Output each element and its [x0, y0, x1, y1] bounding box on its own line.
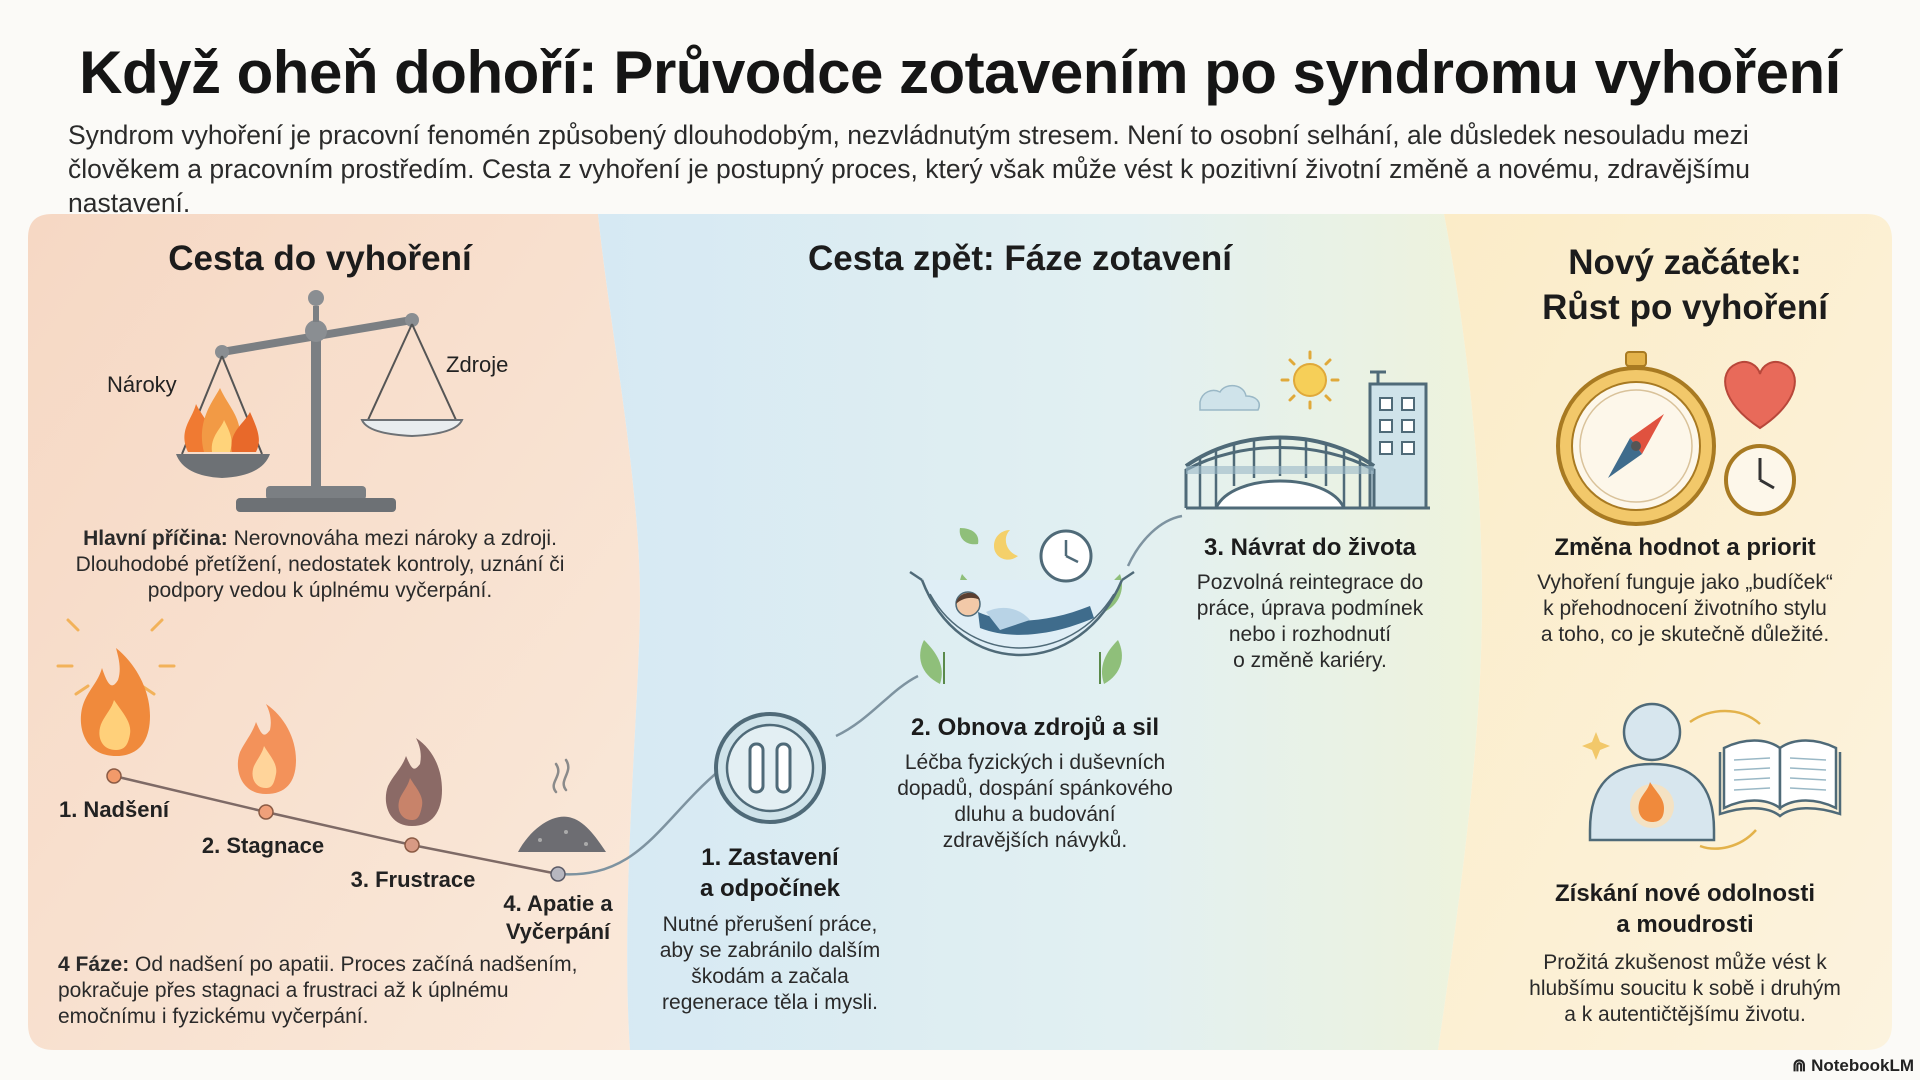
right-heading: [1490, 240, 1880, 330]
step-1-line-3: škodám a začala: [691, 965, 849, 988]
step-2-line-2: dopadů, dospání spánkového: [897, 777, 1173, 800]
phases-line-1: Od nadšení po apatii. Proces začíná nadšením,: [129, 953, 578, 976]
intro-line-2: člověkem a pracovním prostředím. Cesta z vyhoření je postupný proces, který však může vést k pozitivní životní změně a novému, zdravějšímu nastavení.: [68, 154, 1750, 218]
step-3-title: 3. Návrat do života: [1203, 534, 1417, 561]
brand-logo-icon: ⋒: [1792, 1056, 1812, 1075]
stage-4-label: [488, 890, 628, 946]
stage-1-label: 1. Nadšení: [58, 797, 170, 822]
left-heading: Cesta do vyhoření: [168, 239, 472, 278]
middle-heading: Cesta zpět: Fáze zotavení: [808, 239, 1232, 278]
phases-line-3: emočnímu i fyzickému vyčerpání.: [58, 1005, 369, 1028]
step-3-text: [1170, 570, 1450, 674]
values-text: [1500, 570, 1870, 648]
stage-2-label: 2. Stagnace: [201, 833, 325, 858]
values-line-3: a toho, co je skutečně důležité.: [1540, 623, 1830, 646]
step-1-line-4: regenerace těla i mysli.: [662, 991, 878, 1014]
scale-label-demands: Nároky: [107, 372, 177, 397]
resilience-line-2: hlubšímu soucitu k sobě i druhým: [1529, 977, 1841, 1000]
phases-line-2: pokračuje přes stagnaci a frustraci až k úplnému: [58, 979, 509, 1002]
step-1-line-2: aby se zabránilo dalším: [659, 939, 881, 962]
step-1-title-line-2: a odpočínek: [699, 875, 841, 902]
pause-icon: [716, 714, 824, 822]
step-3-line-3: nebo i rozhodnutí: [1228, 623, 1392, 646]
resilience-text: [1500, 950, 1870, 1028]
cause-line-2: Dlouhodobé přetížení, nedostatek kontroly, uznání či: [75, 553, 565, 576]
brand-label: [1792, 1056, 1914, 1076]
resilience-line-3: a k autentičtějšímu životu.: [1564, 1003, 1806, 1026]
resilience-title: [1500, 878, 1870, 940]
step-1-title: [650, 842, 890, 904]
step-2-line-4: zdravějších návyků.: [942, 829, 1128, 852]
right-heading-line-2: Růst po vyhoření: [1542, 288, 1828, 327]
page-title: Když oheň dohoří: Průvodce zotavením po syndromu vyhoření: [79, 39, 1841, 106]
intro-line-1: Syndrom vyhoření je pracovní fenomén způsobený dlouhodobým, nezvládnutým stresem. Není to osobní selhání, ale důsledek nesouladu mezi: [68, 120, 1749, 150]
phases-label: 4 Fáze:: [58, 953, 130, 976]
cause-label: Hlavní příčina:: [83, 527, 228, 550]
stage-4-line-2: Vyčerpání: [505, 919, 611, 944]
values-title: Změna hodnot a priorit: [1554, 534, 1816, 561]
cause-line-1: Nerovnováha mezi nároky a zdroji.: [227, 527, 557, 550]
step-2-title: 2. Obnova zdrojů a sil: [910, 714, 1160, 741]
resilience-title-line-2: a moudrosti: [1616, 911, 1754, 938]
cause-line-3: podpory vedou k úplnému vyčerpání.: [147, 579, 493, 602]
step-3-line-1: Pozvolná reintegrace do: [1196, 571, 1424, 594]
brand-name: NotebookLM: [1811, 1056, 1914, 1075]
resilience-title-line-1: Získání nové odolnosti: [1554, 880, 1816, 907]
cause-text: [40, 526, 600, 604]
step-3-line-2: práce, úprava podmínek: [1196, 597, 1424, 620]
right-heading-line-1: Nový začátek:: [1568, 243, 1802, 282]
step-2-line-3: dluhu a budování: [954, 803, 1116, 826]
resilience-line-1: Prožitá zkušenost může vést k: [1543, 951, 1827, 974]
phases-text: [58, 952, 618, 1030]
scale-label-resources: Zdroje: [446, 352, 509, 377]
stage-4-line-1: 4. Apatie a: [503, 891, 613, 916]
step-2-text: [880, 750, 1190, 854]
values-line-1: Vyhoření funguje jako „budíček“: [1537, 571, 1833, 594]
stage-3-label: 3. Frustrace: [350, 867, 476, 892]
step-3-line-4: o změně kariéry.: [1233, 649, 1387, 672]
step-1-line-1: Nutné přerušení práce,: [662, 913, 878, 936]
intro-text: [68, 118, 1868, 220]
clock-icon: [1726, 446, 1794, 514]
values-line-2: k přehodnocení životního stylu: [1543, 597, 1827, 620]
step-1-title-line-1: 1. Zastavení: [701, 844, 839, 871]
step-2-line-1: Léčba fyzických i duševních: [904, 751, 1166, 774]
step-1-text: [650, 912, 890, 1016]
